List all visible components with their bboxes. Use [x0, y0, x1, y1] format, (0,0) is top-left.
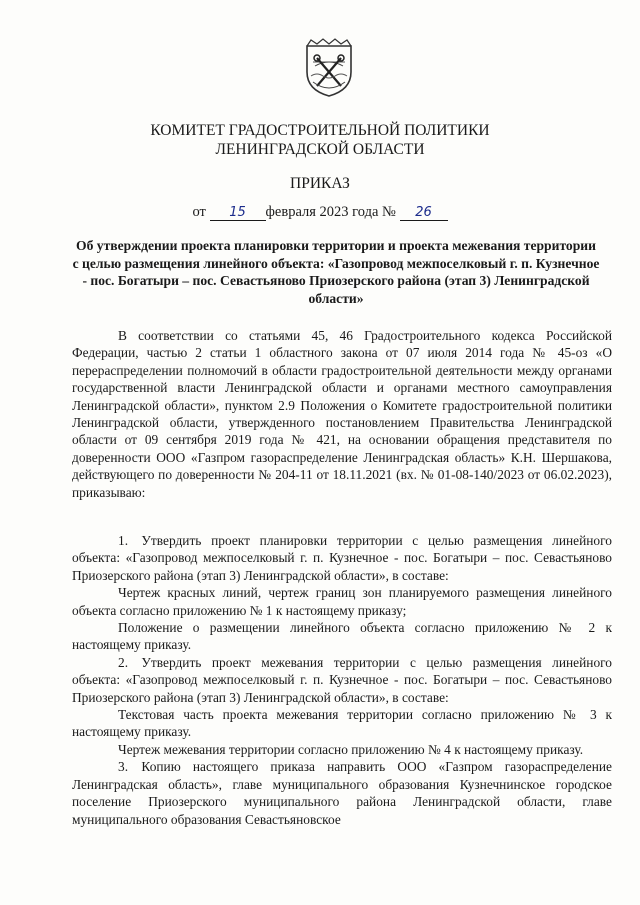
org-line-2: ЛЕНИНГРАДСКОЙ ОБЛАСТИ [215, 141, 425, 158]
doc-number-handwritten: 26 [400, 205, 448, 221]
preamble-section [72, 327, 612, 501]
coat-of-arms-icon [303, 38, 355, 98]
item-2-b: Чертеж межевания территории согласно приложению № 4 к настоящему приказу. [118, 741, 584, 757]
item-1: 1. Утвердить проект планировки территории с целью размещения линейного объекта: «Газопровод межпоселковый г. п. Кузнечное - пос. Богатыри – пос. Севастьяново Приозерского района (этап 3) Ленинградской области», в составе: [72, 533, 612, 583]
order-items [72, 532, 612, 828]
date-line [0, 204, 640, 221]
org-line-1: КОМИТЕТ ГРАДОСТРОИТЕЛЬНОЙ ПОЛИТИКИ [150, 122, 490, 139]
date-prefix: от [192, 204, 206, 220]
date-rest: февраля 2023 года № [265, 204, 396, 220]
item-2-a: Текстовая часть проекта межевания территории согласно приложению № 3 к настоящему приказу. [72, 707, 612, 740]
item-2: 2. Утвердить проект межевания территории с целью размещения линейного объекта: «Газопровод межпоселковый г. п. Кузнечное - пос. Богатыри – пос. Севастьяново Приозерского района (этап 3) Ленинградской области», в составе: [72, 654, 612, 705]
item-1-b: Положение о размещении линейного объекта согласно приложению № 2 к настоящему приказу. [72, 620, 612, 653]
item-3: 3. Копию настоящего приказа направить ООО «Газпром газораспределение Ленинградская область», главе муниципального образования Кузнечнинское городское поселение Приозерского муниципального района Ленинградской области, главе муниципального образования Севастьяновское [72, 759, 612, 827]
date-day-handwritten: 15 [210, 205, 266, 221]
preamble-paragraph: В соответствии со статьями 45, 46 Градостроительного кодекса Российской Федерации, частью 2 статьи 1 областного закона от 07 июля 2014 года № 45-оз «О перераспределении полномочий в области градостроительной деятельности между органами государственной власти Ленинградской области и органами местного самоуправления Ленинградской области», пунктом 2.9 Положения о Комитете градостроительной политики Ленинградской области, утвержденного постановлением Правительства Ленинградской области от 09 сентября 2019 года № 421, на основании обращения представителя по доверенности ООО «Газпром газораспределение Ленинградская область» К.Н. Шершакова, действующего по доверенности № 204-11 от 18.11.2021 (вх. № 01-08-140/2023 от 06.02.2023), приказываю: [72, 328, 612, 500]
document-title: Об утверждении проекта планировки территории и проекта межевания территории с целью размещения линейного объекта: «Газопровод межпоселковый г. п. Кузнечное - пос. Богатыри – пос. Севастьяново Приозерского района (этап 3) Ленинградской области» [72, 238, 600, 306]
organization-name [0, 121, 640, 159]
item-1-a: Чертеж красных линий, чертеж границ зон планируемого размещения линейного объекта согласно приложению № 1 к настоящему приказу; [72, 585, 612, 618]
document-type: ПРИКАЗ [290, 175, 350, 192]
